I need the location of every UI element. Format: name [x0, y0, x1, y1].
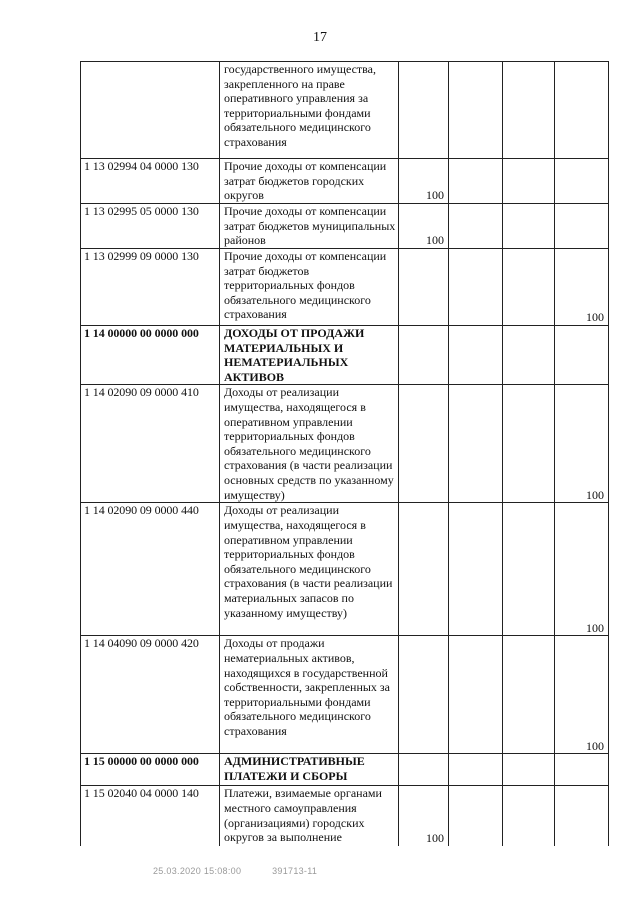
row-value-3-cell — [503, 786, 555, 846]
row-value-1-cell — [399, 385, 449, 503]
row-value-3-cell — [503, 754, 555, 786]
row-value-1-cell — [399, 754, 449, 786]
page-number: 17 — [313, 30, 327, 45]
row-code-cell: 1 13 02994 04 0000 130 — [81, 159, 220, 204]
table-body — [81, 62, 609, 846]
row-value-4-cell: 100 — [555, 385, 609, 503]
row-value-4-cell — [555, 754, 609, 786]
row-value-3-cell — [503, 249, 555, 326]
table-row — [81, 754, 609, 786]
row-name-cell: Прочие доходы от компенсации затрат бюджетов территориальных фондов обязательного медицинского страхования — [220, 249, 399, 326]
table-row — [81, 204, 609, 249]
row-value-2-cell — [449, 503, 503, 636]
row-value-1-cell — [399, 249, 449, 326]
row-name-cell: Доходы от реализации имущества, находящегося в оперативном управлении территориальных фондов обязательного медицинского страхования (в части реализации основных средств по указанному имуществу) — [220, 385, 399, 503]
row-value-1-cell — [399, 326, 449, 385]
row-value-4-cell — [555, 159, 609, 204]
row-value-2-cell — [449, 326, 503, 385]
table-row — [81, 786, 609, 846]
row-value-2-cell — [449, 159, 503, 204]
row-value-1-cell — [399, 503, 449, 636]
row-value-4-cell — [555, 204, 609, 249]
row-name-cell: Платежи, взимаемые органами местного самоуправления (организациями) городских округов за выполнение — [220, 786, 399, 846]
table-row — [81, 385, 609, 503]
row-value-3-cell — [503, 204, 555, 249]
row-value-4-cell: 100 — [555, 636, 609, 754]
table-row — [81, 326, 609, 385]
row-value-3-cell — [503, 62, 555, 159]
row-code-cell: 1 14 00000 00 0000 000 — [81, 326, 220, 385]
row-value-3-cell — [503, 326, 555, 385]
row-name-cell: Прочие доходы от компенсации затрат бюджетов муниципальных районов — [220, 204, 399, 249]
row-value-2-cell — [449, 636, 503, 754]
row-value-2-cell — [449, 385, 503, 503]
row-code-cell: 1 15 02040 04 0000 140 — [81, 786, 220, 846]
row-value-2-cell — [449, 249, 503, 326]
row-value-4-cell: 100 — [555, 503, 609, 636]
row-value-1-cell: 100 — [399, 204, 449, 249]
row-value-1-cell — [399, 636, 449, 754]
row-code-cell: 1 13 02999 09 0000 130 — [81, 249, 220, 326]
table-row — [81, 636, 609, 754]
row-name-cell: государственного имущества, закрепленного на праве оперативного управления за территориальными фондами обязательного медицинского страхования — [220, 62, 399, 159]
footer-document-id: 391713-11 — [272, 866, 318, 876]
row-value-4-cell — [555, 326, 609, 385]
row-value-3-cell — [503, 159, 555, 204]
row-name-cell: Доходы от реализации имущества, находящегося в оперативном управлении территориальных фондов обязательного медицинского страхования (в части реализации материальных запасов по указанному имуществу) — [220, 503, 399, 636]
table-row — [81, 249, 609, 326]
row-code-cell: 1 14 02090 09 0000 440 — [81, 503, 220, 636]
table-row — [81, 159, 609, 204]
row-value-1-cell: 100 — [399, 786, 449, 846]
row-code-cell: 1 15 00000 00 0000 000 — [81, 754, 220, 786]
revenue-codes-table — [80, 61, 609, 846]
row-name-cell: Доходы от продажи нематериальных активов, находящихся в государственной собственности, закрепленных за территориальными фондами обязательного медицинского страхования — [220, 636, 399, 754]
table-row — [81, 62, 609, 159]
table-row — [81, 503, 609, 636]
row-name-cell: АДМИНИСТРАТИВНЫЕ ПЛАТЕЖИ И СБОРЫ — [220, 754, 399, 786]
row-code-cell: 1 13 02995 05 0000 130 — [81, 204, 220, 249]
row-code-cell: 1 14 04090 09 0000 420 — [81, 636, 220, 754]
row-code-cell: 1 14 02090 09 0000 410 — [81, 385, 220, 503]
row-value-4-cell: 100 — [555, 249, 609, 326]
row-value-2-cell — [449, 62, 503, 159]
row-name-cell: ДОХОДЫ ОТ ПРОДАЖИ МАТЕРИАЛЬНЫХ И НЕМАТЕРИАЛЬНЫХ АКТИВОВ — [220, 326, 399, 385]
row-value-3-cell — [503, 385, 555, 503]
row-value-1-cell: 100 — [399, 159, 449, 204]
row-name-cell: Прочие доходы от компенсации затрат бюджетов городских округов — [220, 159, 399, 204]
row-code-cell — [81, 62, 220, 159]
row-value-1-cell — [399, 62, 449, 159]
row-value-3-cell — [503, 636, 555, 754]
row-value-2-cell — [449, 754, 503, 786]
row-value-3-cell — [503, 503, 555, 636]
row-value-2-cell — [449, 786, 503, 846]
row-value-2-cell — [449, 204, 503, 249]
row-value-4-cell — [555, 62, 609, 159]
row-value-4-cell — [555, 786, 609, 846]
document-footer — [153, 866, 345, 876]
footer-timestamp: 25.03.2020 15:08:00 — [153, 866, 242, 876]
